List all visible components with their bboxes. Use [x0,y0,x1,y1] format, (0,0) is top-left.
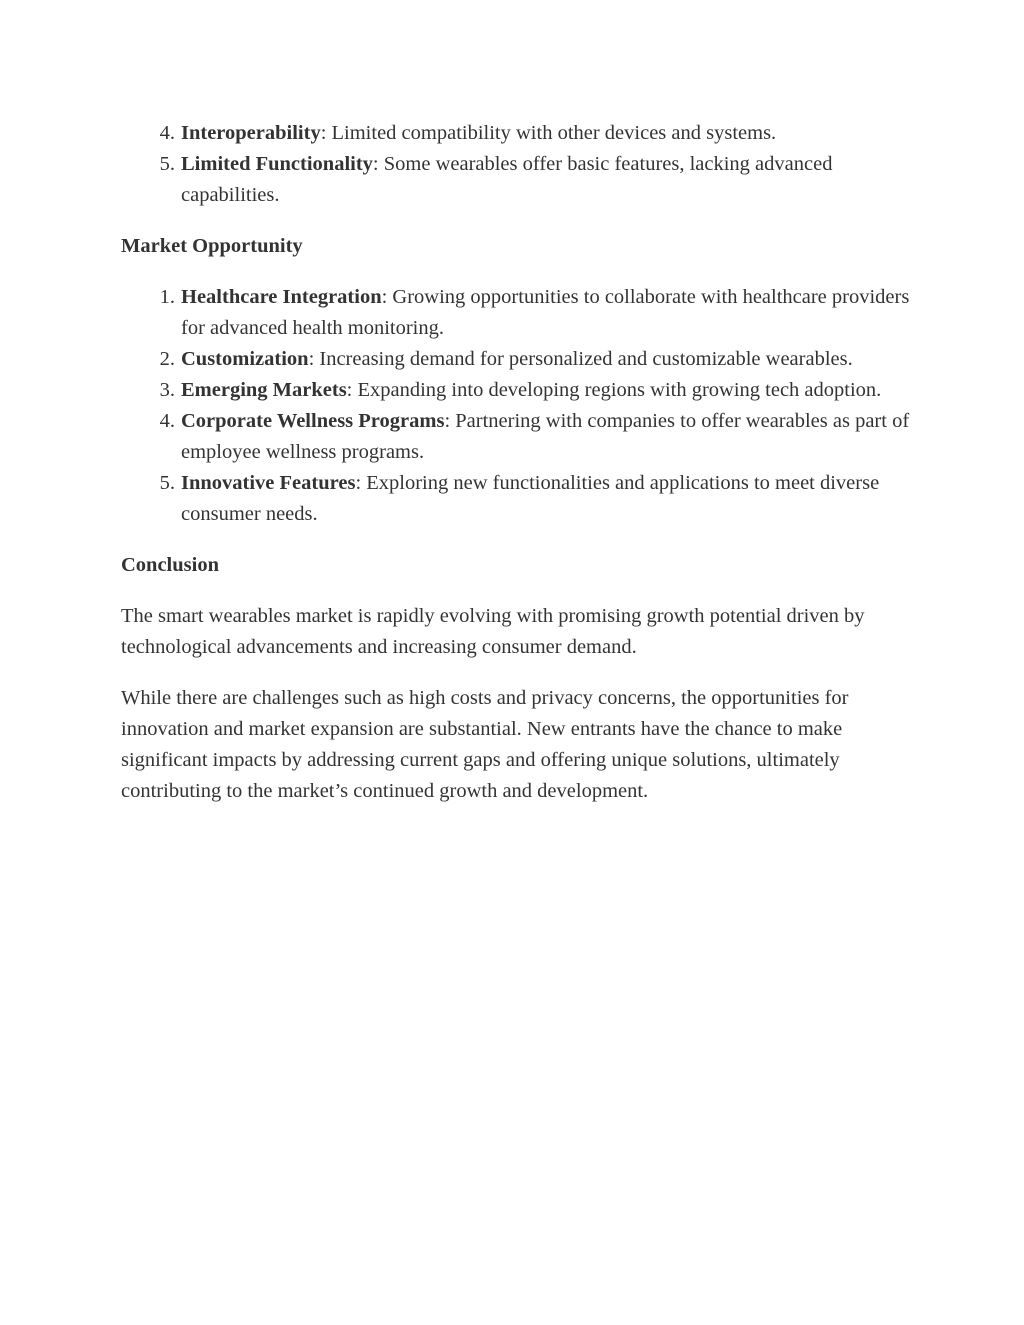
list-number: 2. [159,348,175,370]
list-text: : Increasing demand for personalized and customizable wearables. [308,348,853,370]
list-term: Healthcare Integration [181,286,382,308]
list-number: 4. [159,122,175,144]
list-number: 3. [159,379,175,401]
list-item [121,375,911,406]
list-term: Corporate Wellness Programs [181,410,445,432]
list-term: Interoperability [181,122,321,144]
list-term: Innovative Features [181,472,356,494]
list-term: Customization [181,348,309,370]
list-text: : Partnering with companies to offer wearables as part of employee wellness programs. [181,410,910,463]
list-item [121,406,911,468]
list-number: 1. [159,286,175,308]
conclusion-paragraph: The smart wearables market is rapidly evolving with promising growth potential driven by technological advancements and increasing consumer demand. [121,605,865,658]
list-text: : Exploring new functionalities and applications to meet diverse consumer needs. [181,472,880,525]
list-number: 4. [159,410,175,432]
document-page [121,118,911,807]
section-heading-market-opportunity: Market Opportunity [121,235,303,257]
list-item [121,282,911,344]
list-item [121,118,911,149]
challenges-list-continued [121,118,911,211]
list-item [121,149,911,211]
market-opportunity-list [121,282,911,530]
list-text: : Some wearables offer basic features, lacking advanced capabilities. [181,153,833,206]
conclusion-paragraph: While there are challenges such as high costs and privacy concerns, the opportunities for innovation and market expansion are substantial. New entrants have the chance to make significant impacts by addressing current gaps and offering unique solutions, ultimately contributing to the market’s continued growth and development. [121,687,849,802]
section-heading-conclusion: Conclusion [121,554,219,576]
list-term: Limited Functionality [181,153,373,175]
list-number: 5. [159,472,175,494]
list-item [121,344,911,375]
list-text: : Limited compatibility with other devices and systems. [320,122,777,144]
list-text: : Growing opportunities to collaborate with healthcare providers for advanced health monitoring. [181,286,910,339]
list-number: 5. [159,153,175,175]
list-item [121,468,911,530]
list-text: : Expanding into developing regions with growing tech adoption. [346,379,882,401]
list-term: Emerging Markets [181,379,347,401]
